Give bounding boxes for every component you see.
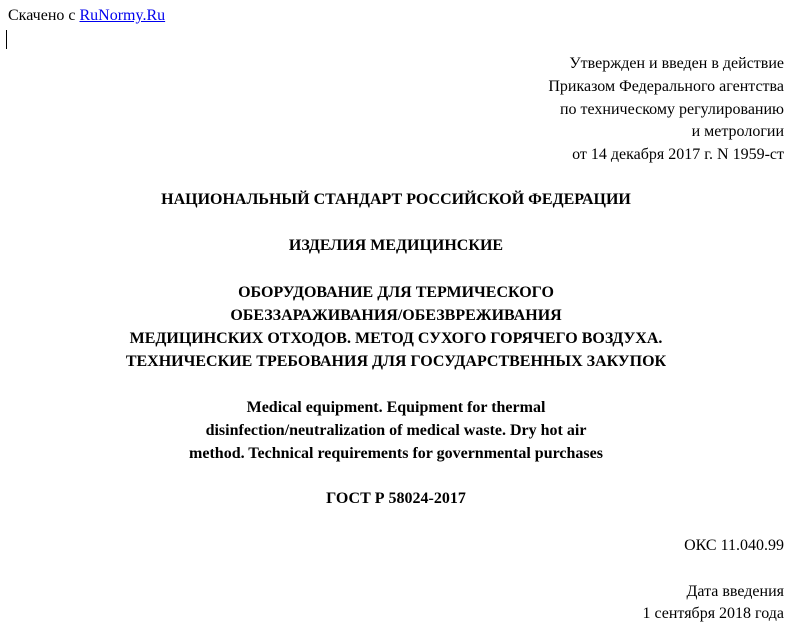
national-standard-heading: НАЦИОНАЛЬНЫЙ СТАНДАРТ РОССИЙСКОЙ ФЕДЕРАЦИИ (161, 191, 631, 208)
title-ru-line: ТЕХНИЧЕСКИЕ ТРЕБОВАНИЯ ДЛЯ ГОСУДАРСТВЕННЫХ ЗАКУПОК (125, 353, 667, 370)
text-cursor (6, 30, 7, 49)
intro-date-label: Дата введения (686, 583, 784, 600)
category-heading: ИЗДЕЛИЯ МЕДИЦИНСКИЕ (288, 237, 504, 254)
title-ru-line: ОБЕЗЗАРАЖИВАНИЯ/ОБЕЗВРЕЖИВАНИЯ (230, 307, 562, 324)
approval-line: Утвержден и введен в действие (569, 55, 784, 72)
title-en-line: Medical equipment. Equipment for thermal (246, 399, 546, 416)
oks-code: ОКС 11.040.99 (684, 537, 784, 554)
approval-line: и метрологии (691, 123, 784, 140)
approval-line: от 14 декабря 2017 г. N 1959-ст (572, 146, 784, 163)
title-en-line: method. Technical requirements for governmental purchases (189, 445, 603, 462)
title-ru-line: ОБОРУДОВАНИЕ ДЛЯ ТЕРМИЧЕСКОГО (238, 284, 554, 301)
approval-line: по техническому регулированию (559, 101, 784, 118)
source-line (8, 6, 165, 25)
approval-line: Приказом Федерального агентства (548, 78, 784, 95)
source-prefix: Скачено с (8, 7, 80, 24)
gost-number: ГОСТ Р 58024-2017 (326, 490, 466, 507)
source-link[interactable]: RuNormy.Ru (79, 7, 166, 24)
intro-date: 1 сентября 2018 года (642, 605, 784, 622)
title-ru-line: МЕДИЦИНСКИХ ОТХОДОВ. МЕТОД СУХОГО ГОРЯЧЕГО ВОЗДУХА. (129, 330, 663, 347)
title-en-line: disinfection/neutralization of medical waste. Dry hot air (205, 422, 587, 439)
